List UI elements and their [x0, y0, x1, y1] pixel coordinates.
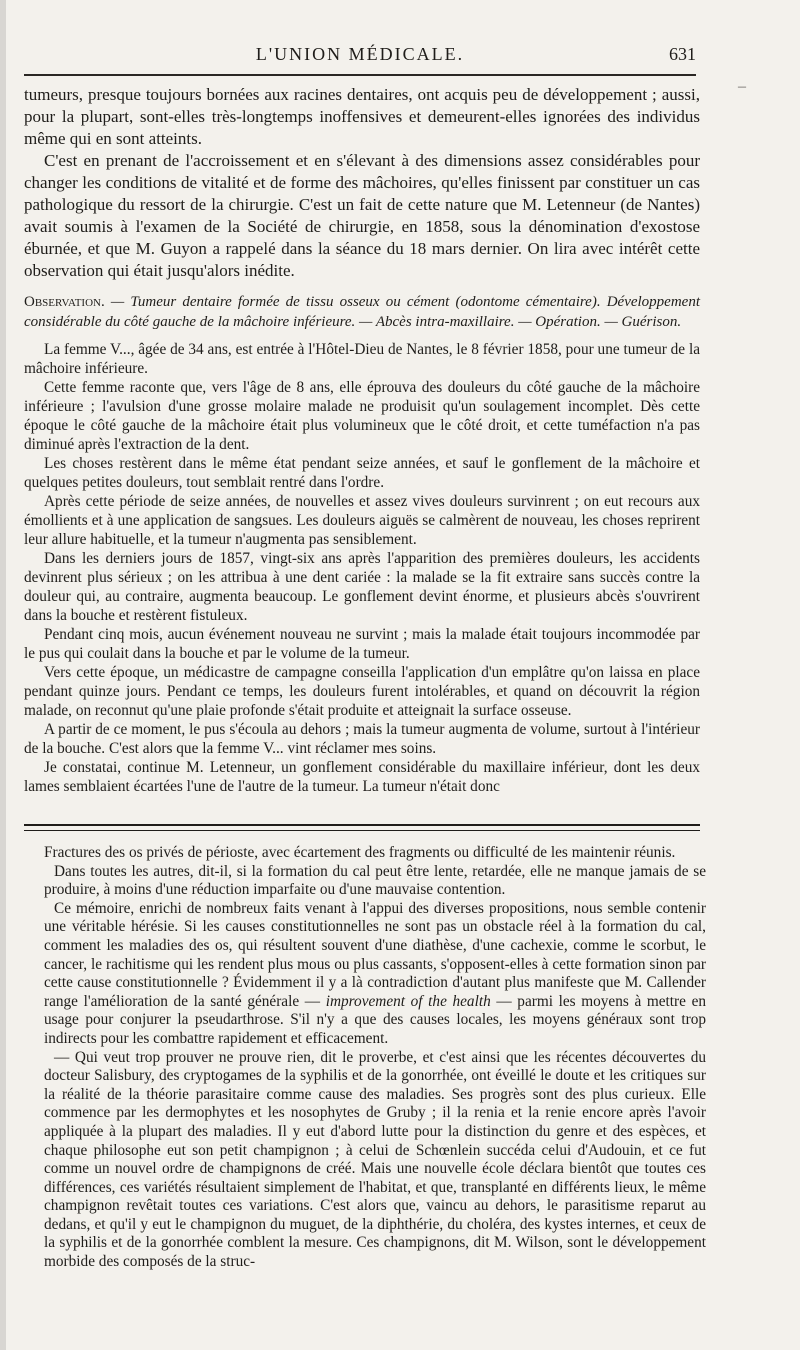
case-paragraph: A partir de ce moment, le pus s'écoula au dehors ; mais la tumeur augmenta de volume, surtout à l'intérieur de la bouche. C'est alors que la femme V... vint réclamer mes soins. [24, 721, 700, 757]
feuilleton-text: Ce mémoire, enrichi de nombreux faits venant à l'appui des diverses propositions, nous semble contenir une véritable hérésie. Si les causes constitutionnelles ne sont pas un obstacle réel à la formation du cal, comment les maladies des os, qui résultent souvent d'une diathèse, d'une cachexie, comme le scorbut, le cancer, le rachitisme qui les rendent plus mous ou plus cassants, s'opposent-elles à cette formation sinon par cette cause constitutionnelle ? Évidemment il y a là contradiction d'autant plus manifeste que M. Callender range l'amélioration de la santé générale — [44, 899, 706, 1010]
feuilleton-paragraph: — Qui veut trop prouver ne prouve rien, dit le proverbe, et c'est ainsi que les récentes découvertes du docteur Salisbury, des cryptogames de la syphilis et de la gonorrhée, ont éveillé le doute et les critiques sur la réalité de la théorie parasitaire comme cause des maladies. Ses progrès sont des plus curieux. Elle commence par les dermophytes et les nosophytes de Gruby ; il la renia et la renie encore après l'avoir appliquée à la plupart des maladies. Il y eut d'abord lutte pour la distinction du genre et des espèces, et chaque philosophe eut son petit champignon ; à celui de Schœnlein succéda celui d'Audouin, et ce fut comme un nouvel ordre de champignons de créé. Mais une nouvelle école déclara bientôt que toutes ces différences, ces variétés résultaient simplement de l'habitat, et que, transplanté en différents lieux, le même champignon revêtait toutes ces variations. C'est alors que, vaincu au dehors, le parasitisme reparut au dedans, et qu'il y eut le champignon du muguet, de la diphthérie, du choléra, des kystes internes, et ceux de la syphilis et de la gonorrhée comblent la mesure. Ces champignons, dit M. Wilson, sont le développement morbide des composés de la struc- [44, 1048, 706, 1271]
feuilleton-divider [24, 824, 700, 834]
feuilleton-paragraph: Fractures des os privés de périoste, avec écartement des fragments ou difficulté de les maintenir réunis. [44, 844, 676, 861]
feuilleton-section [44, 844, 706, 1272]
case-paragraph: Cette femme raconte que, vers l'âge de 8 ans, elle éprouva des douleurs du côté gauche de la mâchoire inférieure ; l'avulsion d'une grosse molaire malade ne produisit qu'un soulagement incomplet. Dès cette époque le côté gauche de la mâchoire était plus volumineux que le côté droit, et cette tuméfaction n'a pas diminué après l'extraction de la dent. [24, 379, 700, 453]
feuilleton-text: — parmi les moyens à mettre en usage pour conjurer la pseudarthrose. S'il n'y a que des causes locales, les moyens généraux sont trop indirects pour les combattre rapidement et efficacement. [44, 992, 707, 1047]
intro-paragraph: tumeurs, presque toujours bornées aux racines dentaires, ont acquis peu de développement ; aussi, pour la plupart, sont-elles très-longtemps inoffensives et demeurent-elles ignorées des individus même qui en sont atteints. [24, 85, 700, 148]
case-paragraph: Je constatai, continue M. Letenneur, un gonflement considérable du maxillaire inférieur, dont les deux lames semblaient écartées l'une de l'autre de la tumeur. La tumeur n'était donc [24, 759, 700, 795]
intro-paragraph: C'est en prenant de l'accroissement et en s'élevant à des dimensions assez considérables pour changer les conditions de vitalité et de forme des mâchoires, qu'elles finissent par constituer un cas pathologique du ressort de la chirurgie. C'est un fait de cette nature que M. Letenneur (de Nantes) avait soumis à l'examen de la Société de chirurgie, en 1858, sous la dénomination d'exostose éburnée, et que M. Guyon a rappelé dans la séance du 18 mars dernier. On lira avec intérêt cette observation qui était jusqu'alors inédite. [24, 151, 700, 280]
feuilleton-paragraph: Dans toutes les autres, dit-il, si la formation du cal peut être lente, retardée, elle ne manque jamais de se produire, à moins d'une réduction imparfaite ou d'une mauvaise contention. [44, 862, 706, 899]
case-paragraph: Les choses restèrent dans le même état pendant seize années, et sauf le gonflement de la mâchoire et quelques petites douleurs, tout semblait rentré dans l'ordre. [24, 455, 700, 491]
page-header [24, 40, 696, 70]
page-number: 631 [669, 44, 696, 64]
intro-section [24, 84, 700, 282]
case-paragraph: Dans les derniers jours de 1857, vingt-six ans après l'apparition des premières douleurs, les accidents devinrent plus sérieux ; on les attribua à une dent cariée : la malade se la fit extraire sans succès contre la douleur qui, au contraire, augmenta beaucoup. Le gonflement devint énorme, et plusieurs abcès s'ouvrirent dans la bouche et restèrent fistuleux. [24, 550, 700, 624]
feuilleton-italic-phrase: improvement of the health [325, 992, 491, 1010]
observation-label: Observation. [24, 294, 105, 310]
divider-rule-thick [24, 824, 700, 826]
header-rule [24, 74, 696, 76]
case-paragraph: Après cette période de seize années, de nouvelles et assez vives douleurs survinrent ; on eut recours aux émollients et à une application de sangsues. Les douleurs aiguës se calmèrent de nouveau, les choses reprirent leur allure habituelle, et la tumeur n'augmenta pas sensiblement. [24, 493, 700, 548]
case-paragraph: Vers cette époque, un médicastre de campagne conseilla l'application d'un emplâtre qu'on laissa en place pendant quinze jours. Pendant ce temps, les douleurs furent intolérables, et quand on découvrit la région malade, on reconnut qu'une plaie profonde s'était produite et atteignait la surface osseuse. [24, 664, 700, 719]
running-head: L'UNION MÉDICALE. [255, 44, 465, 64]
page-edge-shadow [0, 0, 6, 1350]
observation-heading [24, 292, 700, 332]
feuilleton-paragraph [44, 900, 706, 1049]
case-report [24, 340, 700, 796]
main-article [24, 84, 700, 796]
margin-mark: – [738, 78, 746, 95]
divider-rule-thin [24, 830, 700, 831]
case-paragraph: La femme V..., âgée de 34 ans, est entrée à l'Hôtel-Dieu de Nantes, le 8 février 1858, pour une tumeur de la mâchoire inférieure. [24, 341, 700, 377]
observation-title: — Tumeur dentaire formée de tissu osseux ou cément (odontome cémentaire). Développement considérable du côté gauche de la mâchoire inférieure. — Abcès intra-maxillaire. — Opération. — Guérison. [24, 294, 700, 330]
case-paragraph: Pendant cinq mois, aucun événement nouveau ne survint ; mais la malade était toujours incommodée par le pus qui coulait dans la bouche et par le volume de la tumeur. [24, 626, 700, 662]
